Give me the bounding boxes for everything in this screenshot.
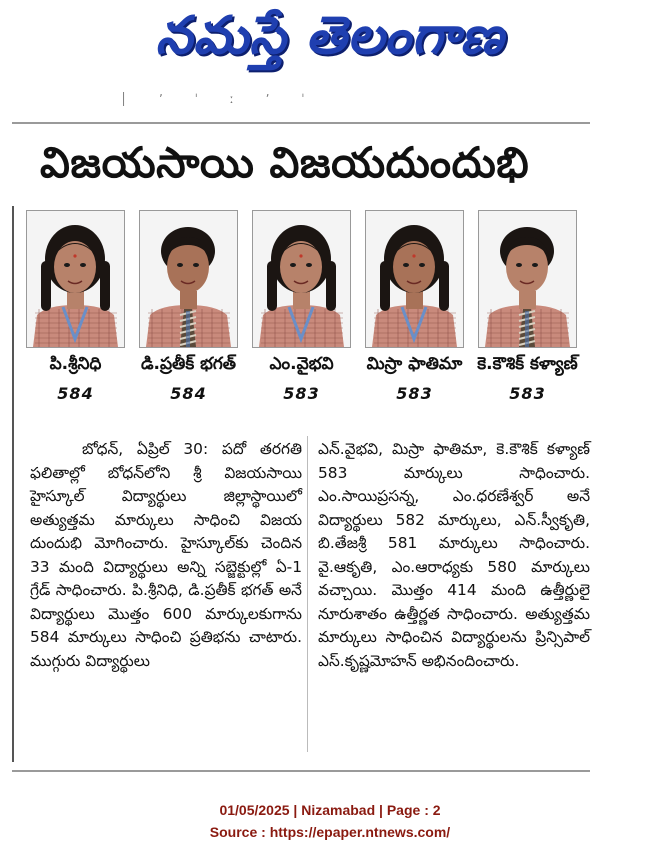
- source-link[interactable]: Source : https://epaper.ntnews.com/: [209, 824, 451, 840]
- student-card: [26, 210, 125, 403]
- column-divider: [307, 436, 308, 752]
- student-photo: [365, 210, 464, 348]
- column-rule: [12, 206, 14, 762]
- student-marks: 583: [283, 384, 320, 403]
- headline: విజయసాయి విజయదుందుభి: [40, 138, 530, 187]
- article-column-right: ఎన్.వైభవి, మిస్రా ఫాతిమా, కె.కౌశిక్ కళ్యాణ్ 583 మార్కులు సాధించారు. ఎం.సాయిప్రసన్న, ఎం.ధరణేశ్వర్ అనే విద్యార్థులు 582 మార్కులు, ఎన్.స్వీకృతి, బి.తేజశ్రీ 581 మార్కులు సాధించారు. వై.ఆకృతి, ఎం.ఆరాధ్యకు 580 మార్కులు వచ్చాయి. మొత్తం 414 మంది ఉత్తీర్ణులై నూరుశాతం ఉత్తీర్ణత సాధించారు. అత్యుత్తమ మార్కులు సాధించిన విద్యార్థులను ప్రిన్సిపాల్ ఎస్.కృష్ణమోహన్ అభినందించారు.: [318, 440, 590, 670]
- student-photo: [26, 210, 125, 348]
- student-photos: [26, 210, 586, 410]
- student-marks: 584: [57, 384, 94, 403]
- bottom-divider: [12, 770, 590, 772]
- student-marks: 584: [170, 384, 207, 403]
- student-name: కె.కౌశిక్ కళ్యాణ్: [477, 354, 578, 374]
- student-card: [365, 210, 464, 403]
- student-photo: [478, 210, 577, 348]
- newspaper-logo: నమస్తే తెలంగాణ: [155, 6, 505, 66]
- article-column-left: బోధన్, ఏప్రిల్ 30: పదో తరగతి ఫలితాల్లో బోధన్‌లోని శ్రీ విజయసాయి హైస్కూల్ విద్యార్థులు జిల్లాస్థాయిలో అత్యుత్తమ మార్కులు సాధించి విజయ దుందుభి మోగించారు. హైస్కూల్‌కు చెందిన 33 మంది విద్యార్థులు అన్ని సబ్జెక్టుల్లో ఏ-1 గ్రేడ్ సాధించారు. పి.శ్రీనిధి, డి.ప్రతీక్ భగత్ అనే విద్యార్థులు మొత్తం 600 మార్కులకుగాను 584 మార్కులు సాధించి ప్రతిభను చాటారు. ముగ్గురు విద్యార్థులు: [30, 440, 302, 670]
- student-photo: [139, 210, 238, 348]
- clipping-edge: │ ʼ ˈ ː ʼ ˈ: [120, 92, 319, 106]
- student-card: [477, 210, 578, 403]
- student-marks: 583: [396, 384, 433, 403]
- masthead: [0, 0, 660, 78]
- top-divider: [12, 122, 590, 124]
- student-photo: [252, 210, 351, 348]
- student-card: [139, 210, 238, 403]
- student-card: [252, 210, 351, 403]
- student-marks: 583: [509, 384, 546, 403]
- student-name: మిస్రా ఫాతిమా: [366, 354, 463, 374]
- student-name: పి.శ్రీనిధి: [49, 354, 102, 374]
- student-name: ఎం.వైభవి: [269, 354, 334, 374]
- student-name: డి.ప్రతీక్ భగత్: [140, 354, 237, 374]
- edition-info: 01/05/2025 | Nizamabad | Page : 2: [219, 802, 441, 818]
